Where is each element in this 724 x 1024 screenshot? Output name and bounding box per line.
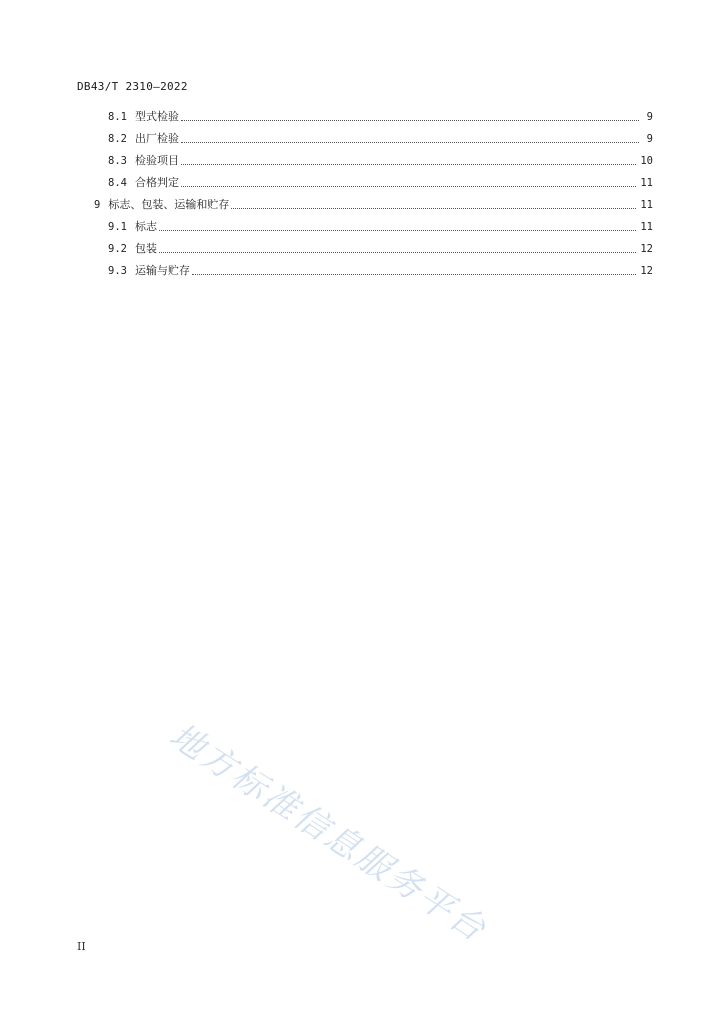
toc-leader-dots [192,273,636,275]
toc-entry[interactable] [108,218,653,236]
toc-entry-title: 合格判定 [134,176,179,189]
toc-entry-title: 标志、包装、运输和贮存 [108,198,230,211]
toc-entry[interactable] [108,108,653,126]
toc-leader-dots [181,141,639,143]
watermark: 地方标准信息服务平台 [162,715,495,951]
toc-entry-title: 出厂检验 [134,132,179,145]
toc-entry-page: 9 [646,111,653,123]
toc-entry-number: 8.2 [108,133,127,145]
toc-entry-number: 8.1 [108,111,127,123]
toc-entry-page: 9 [646,133,653,145]
toc-leader-dots [181,163,636,165]
page-number: II [77,940,86,953]
toc-entry-title: 包装 [134,242,157,255]
toc-entry[interactable] [94,196,653,214]
toc-entry[interactable] [108,174,653,192]
toc-leader-dots [159,229,636,231]
toc-entry-page: 11 [640,177,653,189]
document-code: DB43/T 2310—2022 [77,80,188,93]
toc-entry-title: 检验项目 [134,154,179,167]
toc-entry-page: 12 [640,243,653,255]
toc-entry[interactable] [108,240,653,258]
toc-leader-dots [181,119,639,121]
toc-entry-page: 12 [640,265,653,277]
toc-entry-title: 型式检验 [134,110,179,123]
toc-entry-page: 10 [640,155,653,167]
toc-entry-title: 标志 [134,220,157,233]
toc-leader-dots [231,207,636,209]
toc-entry-page: 11 [640,199,653,211]
toc-entry-number: 9.2 [108,243,127,255]
toc-entry-number: 9.3 [108,265,127,277]
toc-entry-number: 9.1 [108,221,127,233]
toc-entry-number: 8.3 [108,155,127,167]
toc-entry-number: 9 [94,199,101,211]
toc-entry-title: 运输与贮存 [134,264,190,277]
toc-entry-page: 11 [640,221,653,233]
toc-leader-dots [159,251,636,253]
toc-entry-number: 8.4 [108,177,127,189]
toc-leader-dots [181,185,636,187]
toc-entry[interactable] [108,130,653,148]
toc-entry[interactable] [108,262,653,280]
toc-entry[interactable] [108,152,653,170]
